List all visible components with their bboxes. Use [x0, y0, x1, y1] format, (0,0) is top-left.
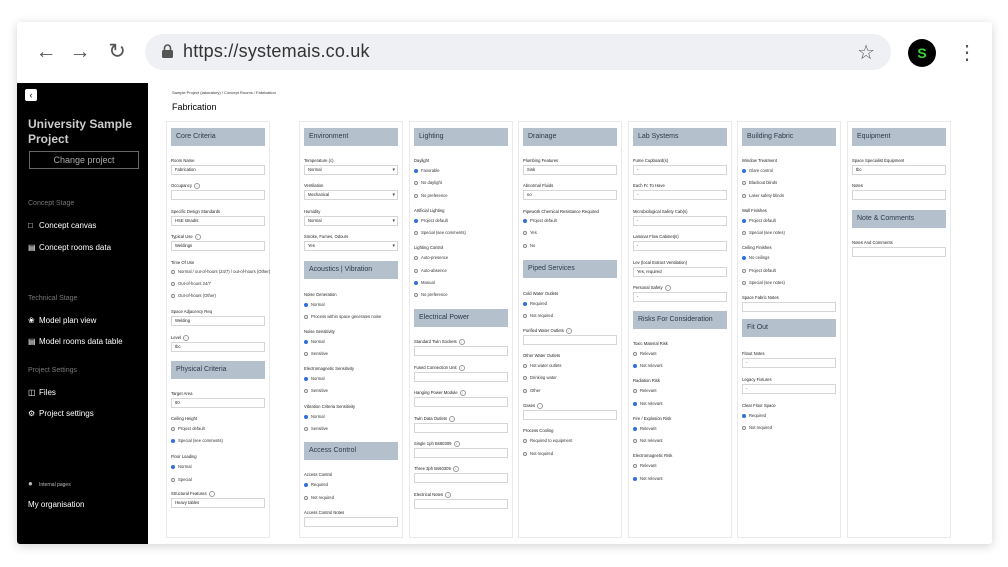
acoustics-header: Acoustics | Vibration	[304, 261, 398, 279]
single-phase-input[interactable]	[414, 448, 508, 458]
core-criteria-header: Core Criteria	[171, 128, 265, 146]
radio-selected-icon	[633, 364, 637, 368]
radiation-risk-option[interactable]: Not relevant	[633, 401, 663, 406]
ventilation-select[interactable]: Mechanical ▾	[304, 190, 398, 200]
wall-finishes-option[interactable]: Project default	[742, 218, 776, 223]
em-sensitivity-option[interactable]: Sensitive	[304, 388, 328, 393]
radio-selected-icon	[523, 302, 527, 306]
window-treatment-option[interactable]: Laser safety blinds	[742, 193, 784, 198]
info-icon: i	[209, 491, 215, 497]
comments-label: Notes And Comments	[852, 240, 893, 245]
radio-icon	[523, 231, 527, 235]
sidebar-item-model-rooms-data-table[interactable]: ▤ Model rooms data table	[28, 337, 123, 346]
access-control-header: Access Control	[304, 442, 398, 460]
radio-selected-icon	[414, 219, 418, 223]
fume-cupboard-label: Fume Cupboard(s)	[633, 158, 669, 163]
fabric-notes-label: Space Fabric Notes	[742, 295, 779, 300]
vibration-label: Vibration Criteria Sensitivity	[304, 404, 356, 409]
radio-selected-icon	[633, 427, 637, 431]
radio-icon	[633, 464, 637, 468]
fabric-notes-input[interactable]	[742, 302, 836, 312]
artificial-lighting-option[interactable]: Special (see comments)	[414, 230, 466, 235]
browser-toolbar	[17, 22, 992, 83]
electrical-power-header: Electrical Power	[414, 309, 508, 327]
fused-connection-input[interactable]	[414, 372, 508, 382]
ceiling-finishes-label: Ceiling Finishes	[742, 245, 772, 250]
em-sensitivity-label: Electromagnetic Sensitivity	[304, 366, 355, 371]
toxic-risk-label: Toxic Material Risk	[633, 341, 668, 346]
floor-loading-option[interactable]: Special	[171, 477, 192, 482]
address-bar[interactable]	[145, 34, 891, 70]
radio-icon	[171, 294, 175, 298]
smoke-select[interactable]: Yes ▾	[304, 241, 398, 251]
daylight-label: Daylight	[414, 158, 430, 163]
specialist-equipment-label: Space Specialist Equipment	[852, 158, 905, 163]
sidebar-item-my-organisation[interactable]: My organisation	[28, 500, 85, 509]
floor-loading-option[interactable]: Normal	[171, 464, 192, 469]
noise-generation-option[interactable]: Normal	[304, 302, 325, 307]
each-fc-input[interactable]: -	[633, 190, 727, 200]
radio-selected-icon	[304, 483, 308, 487]
daylight-option[interactable]: No preference	[414, 193, 448, 198]
fitout-notes-label: Fitout Notes	[742, 351, 765, 356]
humidity-select[interactable]: Normal ▾	[304, 216, 398, 226]
info-icon: i	[537, 403, 543, 409]
radio-icon	[304, 352, 308, 356]
pipework-option[interactable]: No	[523, 243, 535, 248]
radio-selected-icon	[304, 340, 308, 344]
floor-loading-label: Floor Loading	[171, 454, 197, 459]
em-sensitivity-option[interactable]: Normal	[304, 376, 325, 381]
access-control-option[interactable]: Required	[304, 482, 328, 487]
radio-icon	[523, 244, 527, 248]
radio-icon	[414, 269, 418, 273]
lock-icon	[161, 44, 174, 58]
structural-input[interactable]: Heavy tables	[171, 498, 265, 508]
access-notes-input[interactable]	[304, 517, 398, 527]
radio-icon	[523, 364, 527, 368]
toxic-risk-option[interactable]: Not relevant	[633, 363, 663, 368]
ventilation-label: Ventilation	[304, 183, 324, 188]
em-risk-option[interactable]: Relevant	[633, 463, 657, 468]
gases-label: Gases i	[523, 403, 543, 409]
info-icon: i	[195, 234, 201, 240]
concept-stage-label: Concept Stage	[28, 200, 75, 207]
electrical-notes-label: Electrical Notes i	[414, 492, 451, 498]
sidebar-item-files[interactable]: ◫ Files	[28, 388, 56, 397]
fit-out-header: Fit Out	[742, 319, 836, 337]
ceiling-finishes-option[interactable]: Special (see notes)	[742, 280, 785, 285]
radio-selected-icon	[742, 219, 746, 223]
radio-icon	[304, 315, 308, 319]
adjacency-label: Space Adjacency Req	[171, 309, 212, 314]
legacy-fixtures-label: Legacy Fixtures	[742, 377, 772, 382]
lighting-control-option[interactable]: No preference	[414, 292, 448, 297]
twin-sockets-label: Standard Twin Sockets i	[414, 339, 465, 345]
temperature-select[interactable]: Normal ▾	[304, 165, 398, 175]
lighting-panel	[409, 121, 513, 538]
sidebar	[17, 83, 148, 544]
radio-icon	[414, 194, 418, 198]
change-project-button[interactable]: Change project	[29, 151, 139, 169]
radio-icon	[171, 282, 175, 286]
process-cooling-option[interactable]: Not required	[523, 451, 553, 456]
purified-water-input[interactable]	[523, 335, 617, 345]
page-title: Fabrication	[172, 102, 217, 112]
fire-risk-label: Fire / Explosion Risk	[633, 416, 672, 421]
equipment-notes-label: Notes	[852, 183, 863, 188]
radio-icon	[304, 389, 308, 393]
risks-header: Risks For Consideration	[633, 311, 727, 329]
radio-selected-icon	[633, 402, 637, 406]
sidebar-item-concept-rooms-data[interactable]: ▤ Concept rooms data	[28, 243, 112, 252]
info-icon: i	[445, 492, 451, 498]
building-fabric-header: Building Fabric	[742, 128, 836, 146]
twin-data-input[interactable]	[414, 423, 508, 433]
clear-floor-option[interactable]: Not required	[742, 425, 772, 430]
plumbing-label: Plumbing Features	[523, 158, 559, 163]
purified-water-label: Purified Water Outlets i	[523, 328, 572, 334]
radio-icon	[523, 439, 527, 443]
humidity-label: Humidity	[304, 209, 321, 214]
artificial-lighting-option[interactable]: Project default	[414, 218, 448, 223]
three-phase-input[interactable]	[414, 473, 508, 483]
radio-icon	[414, 181, 418, 185]
sidebar-item-model-plan-view[interactable]: ❀ Model plan view	[28, 316, 97, 325]
radio-selected-icon	[304, 303, 308, 307]
other-water-label: Other Water Outlets	[523, 353, 561, 358]
project-title: University Sample Project	[28, 117, 133, 146]
room-name-label: Room Name	[171, 158, 195, 163]
info-icon: i	[194, 183, 200, 189]
process-cooling-option[interactable]: Required to equipment	[523, 438, 572, 443]
ceiling-height-label: Ceiling Height	[171, 416, 198, 421]
profile-avatar[interactable]: S	[908, 39, 936, 67]
radio-icon	[304, 496, 308, 500]
radio-selected-icon	[742, 256, 746, 260]
project-settings-label: Project Settings	[28, 367, 78, 374]
pipework-option[interactable]: Project default	[523, 218, 557, 223]
radio-icon	[523, 314, 527, 318]
noise-generation-option[interactable]: Process within space generates noise	[304, 314, 381, 319]
folder-icon: ◫	[28, 388, 36, 397]
cold-water-option[interactable]: Not required	[523, 313, 553, 318]
info-icon: i	[449, 416, 455, 422]
hanging-power-input[interactable]	[414, 397, 508, 407]
wall-finishes-option[interactable]: Special (see notes)	[742, 230, 785, 235]
occupancy-input[interactable]	[171, 190, 265, 200]
other-water-option[interactable]: Drinking water	[523, 375, 557, 380]
environment-header: Environment	[304, 128, 398, 146]
time-of-use-option[interactable]: Normal / out-of-hours (24/7) / out-of-hours (Other)	[171, 269, 270, 274]
noise-generation-label: Noise Generation	[304, 292, 337, 297]
noise-sensitivity-option[interactable]: Sensitive	[304, 351, 328, 356]
piped-services-header: Piped Services	[523, 260, 617, 278]
lighting-header: Lighting	[414, 128, 508, 146]
radio-selected-icon	[633, 477, 637, 481]
smoke-label: Smoke, Fumes, Odours	[304, 234, 349, 239]
fitout-notes-input[interactable]: -	[742, 358, 836, 368]
other-water-option[interactable]: Hot water outlets	[523, 363, 561, 368]
radio-icon	[742, 281, 746, 285]
sidebar-item-concept-canvas[interactable]: □ Concept canvas	[28, 221, 97, 230]
ceiling-finishes-option[interactable]: Project default	[742, 268, 776, 273]
process-cooling-label: Process Cooling	[523, 428, 554, 433]
lab-systems-header: Lab Systems	[633, 128, 727, 146]
design-standards-label: Specific Design Standards	[171, 209, 221, 214]
typical-use-input[interactable]: Weldings	[171, 241, 265, 251]
toxic-risk-option[interactable]: Relevant	[633, 351, 657, 356]
environment-panel	[299, 121, 403, 538]
bookmark-star-icon[interactable]: ☆	[857, 42, 875, 64]
lighting-control-option[interactable]: Manual	[414, 280, 435, 285]
sidebar-item-internal-pages[interactable]: ● Internal pages	[28, 479, 71, 488]
each-fc-label: Each Fc To Have	[633, 183, 665, 188]
noise-sensitivity-option[interactable]: Normal	[304, 339, 325, 344]
radio-icon	[414, 231, 418, 235]
fused-connection-label: Fused Connection Unit i	[414, 365, 465, 371]
radio-selected-icon	[171, 439, 175, 443]
core-criteria-panel	[166, 121, 270, 538]
cold-water-option[interactable]: Required	[523, 301, 547, 306]
clear-floor-label: Clear Floor Space	[742, 403, 776, 408]
info-icon: i	[183, 335, 189, 341]
target-area-label: Target Area	[171, 391, 193, 396]
level-label: Level i	[171, 335, 189, 341]
building-fabric-panel	[737, 121, 841, 538]
lock-icon: ●	[28, 479, 33, 488]
radio-icon	[523, 376, 527, 380]
back-arrow-icon[interactable]: ←	[35, 40, 57, 63]
info-icon: i	[453, 466, 459, 472]
info-icon: i	[459, 365, 465, 371]
drainage-panel	[518, 121, 622, 538]
radio-selected-icon	[171, 465, 175, 469]
comments-input[interactable]	[852, 247, 946, 257]
equipment-header: Equipment	[852, 128, 946, 146]
radiation-risk-option[interactable]: Relevant	[633, 388, 657, 393]
gear-icon: ⚙	[28, 409, 36, 418]
browser-window	[17, 22, 992, 544]
gases-input[interactable]	[523, 410, 617, 420]
radio-selected-icon	[414, 169, 418, 173]
radio-icon	[742, 269, 746, 273]
typical-use-label: Typical Use i	[171, 234, 201, 240]
plumbing-input[interactable]: Sink	[523, 165, 617, 175]
table-icon: ▤	[28, 337, 36, 346]
lev-label: Lev (local Extract Ventilation)	[633, 260, 687, 265]
daylight-option[interactable]: Favorable	[414, 168, 440, 173]
breadcrumb[interactable]: Sample Project (laboratory) / Concept Rooms / Fabrication	[172, 90, 276, 95]
radio-icon	[742, 194, 746, 198]
access-control-label: Access Control	[304, 472, 333, 477]
document-icon: ▤	[28, 243, 36, 252]
abnormal-fluids-label: Abnormal Fluids	[523, 183, 554, 188]
radio-selected-icon	[742, 169, 746, 173]
personal-safety-input[interactable]: -	[633, 292, 727, 302]
fire-risk-option[interactable]: Not relevant	[633, 438, 663, 443]
lighting-control-option[interactable]: Auto-absence	[414, 268, 447, 273]
occupancy-label: Occupancy i	[171, 183, 200, 189]
info-icon: i	[566, 328, 572, 334]
radio-icon	[304, 427, 308, 431]
ceiling-finishes-option[interactable]: No ceilings	[742, 255, 769, 260]
canvas-icon: □	[28, 221, 33, 230]
comments-header: Note & Comments	[852, 210, 946, 228]
radiation-risk-label: Radiation Risk	[633, 378, 660, 383]
reload-icon[interactable]: ↻	[108, 40, 126, 63]
target-area-input[interactable]: 60	[171, 398, 265, 408]
micro-safety-input[interactable]: -	[633, 216, 727, 226]
pipework-option[interactable]: Yes	[523, 230, 537, 235]
access-notes-label: Access Control Notes	[304, 510, 345, 515]
radio-icon	[742, 426, 746, 430]
info-icon: i	[454, 441, 460, 447]
level-input[interactable]: tbc	[171, 342, 265, 352]
radio-selected-icon	[742, 414, 746, 418]
lighting-control-option[interactable]: Auto-presence	[414, 255, 448, 260]
single-phase-label: Single 1ph Bs60309 i	[414, 441, 460, 447]
lab-systems-panel	[628, 121, 732, 538]
lighting-control-label: Lighting Control	[414, 245, 444, 250]
radio-icon	[414, 256, 418, 260]
physical-criteria-header: Physical Criteria	[171, 361, 265, 379]
collapse-sidebar-icon[interactable]: ‹	[25, 89, 37, 101]
time-of-use-option[interactable]: Out-of-hours (Other)	[171, 293, 216, 298]
three-phase-label: Three 3ph Bs60309 i	[414, 466, 459, 472]
fire-risk-option[interactable]: Relevant	[633, 426, 657, 431]
twin-sockets-input[interactable]	[414, 346, 508, 356]
radio-icon	[171, 478, 175, 482]
personal-safety-label: Personal Safety i	[633, 285, 671, 291]
info-icon: i	[460, 390, 466, 396]
time-of-use-option[interactable]: Out-of-hours 24/7	[171, 281, 211, 286]
access-control-option[interactable]: Not required	[304, 495, 334, 500]
model-icon: ❀	[28, 316, 35, 325]
sidebar-item-project-settings[interactable]: ⚙ Project settings	[28, 409, 94, 418]
main-content	[148, 83, 992, 544]
radio-icon	[742, 231, 746, 235]
electrical-notes-input[interactable]	[414, 499, 508, 509]
specialist-equipment-input[interactable]: tbc	[852, 165, 946, 175]
artificial-lighting-label: Artificial Lighting	[414, 208, 445, 213]
room-name-input[interactable]: Fabrication	[171, 165, 265, 175]
legacy-fixtures-input[interactable]: -	[742, 384, 836, 394]
em-risk-option[interactable]: Not relevant	[633, 476, 663, 481]
other-water-option[interactable]: Other	[523, 388, 540, 393]
adjacency-input[interactable]: Welding	[171, 316, 265, 326]
radio-selected-icon	[414, 281, 418, 285]
daylight-option[interactable]: No daylight	[414, 180, 442, 185]
radio-icon	[523, 389, 527, 393]
design-standards-input[interactable]: HSE stnadrs	[171, 216, 265, 226]
browser-menu-icon[interactable]: ⋮	[957, 42, 977, 64]
radio-selected-icon	[304, 377, 308, 381]
info-icon: i	[459, 339, 465, 345]
drainage-header: Drainage	[523, 128, 617, 146]
radio-icon	[171, 427, 175, 431]
micro-safety-label: Microbiological Safety Cab(s)	[633, 209, 688, 214]
radio-icon	[523, 452, 527, 456]
window-treatment-label: Window Treatment	[742, 158, 777, 163]
radio-icon	[171, 270, 175, 274]
laminar-flow-input[interactable]: -	[633, 241, 727, 251]
vibration-option[interactable]: Sensitive	[304, 426, 328, 431]
temperature-label: Temperature (c)	[304, 158, 334, 163]
equipment-panel	[847, 121, 951, 538]
lev-input[interactable]: Yes, required	[633, 267, 727, 277]
radio-icon	[633, 352, 637, 356]
vibration-option[interactable]: Normal	[304, 414, 325, 419]
radio-selected-icon	[304, 415, 308, 419]
wall-finishes-label: Wall Finishes	[742, 208, 767, 213]
radio-icon	[633, 439, 637, 443]
equipment-notes-input[interactable]	[852, 190, 946, 200]
window-treatment-option[interactable]: Glare control	[742, 168, 773, 173]
time-of-use-label: Time Of Use	[171, 260, 195, 265]
info-icon: i	[665, 285, 671, 291]
fume-cupboard-input[interactable]: -	[633, 165, 727, 175]
radio-icon	[742, 181, 746, 185]
radio-icon	[633, 389, 637, 393]
url-text: https://systemais.co.uk	[183, 41, 370, 61]
clear-floor-option[interactable]: Required	[742, 413, 766, 418]
hanging-power-label: Hanging Power Module i	[414, 390, 466, 396]
ceiling-height-option[interactable]: Project default	[171, 426, 205, 431]
abnormal-fluids-input[interactable]: no	[523, 190, 617, 200]
radio-selected-icon	[523, 219, 527, 223]
structural-label: Structural Features i	[171, 491, 215, 497]
window-treatment-option[interactable]: Blackout blinds	[742, 180, 777, 185]
forward-arrow-icon[interactable]: →	[69, 40, 91, 63]
em-risk-label: Electromagnetic Risk	[633, 453, 673, 458]
laminar-flow-label: Laminar Flow Cabinet(s)	[633, 234, 679, 239]
technical-stage-label: Technical Stage	[28, 295, 78, 302]
cold-water-label: Cold Water Outlets	[523, 291, 559, 296]
ceiling-height-option[interactable]: Special (see comments)	[171, 438, 223, 443]
pipework-label: Pipework Chemical Resistance Required	[523, 209, 599, 214]
radio-icon	[414, 293, 418, 297]
twin-data-label: Twin Data Outlets i	[414, 416, 455, 422]
noise-sensitivity-label: Noise Sensitivity	[304, 329, 335, 334]
